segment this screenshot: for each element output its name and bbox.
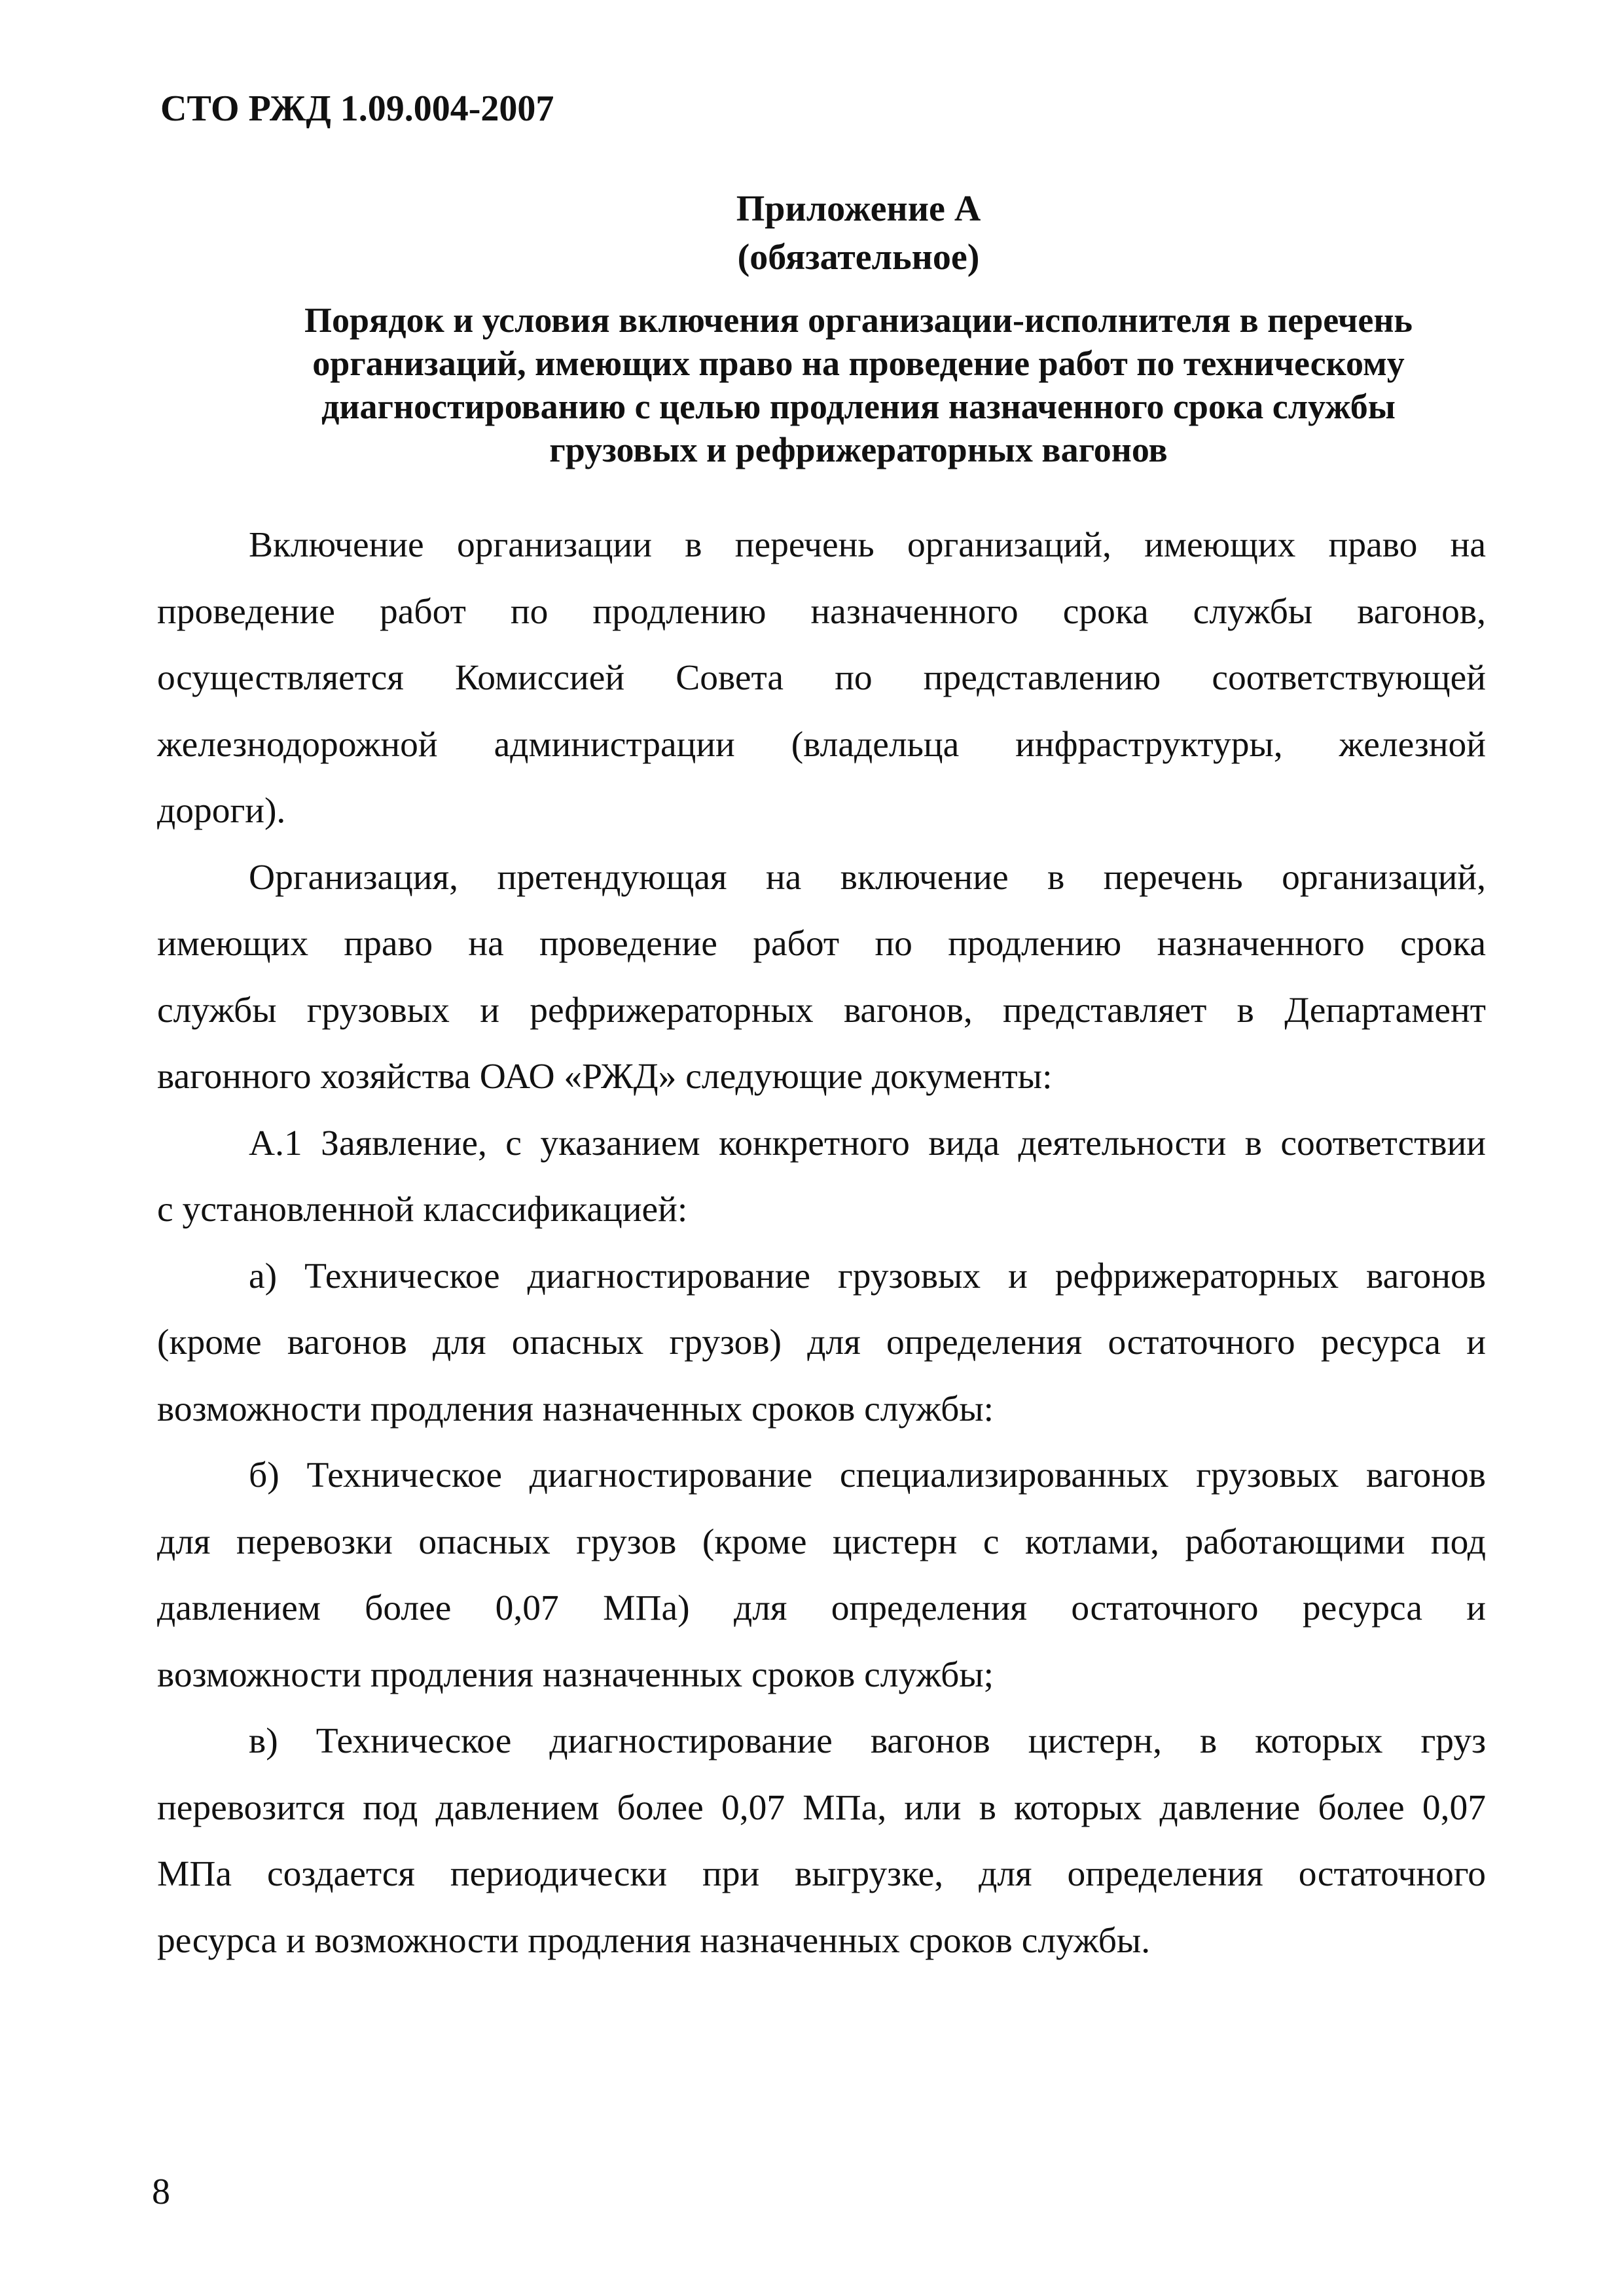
text-line: в) Техническое диагностирование вагонов цистерн, в которых груз xyxy=(249,1721,1486,1761)
text-line: А.1 Заявление, с указанием конкретного вида деятельности в соответствии xyxy=(249,1123,1486,1163)
paragraph-a1 xyxy=(157,1110,1486,1243)
body-text xyxy=(157,512,1486,1974)
text-line: имеющих право на проведение работ по продлению назначенного срока xyxy=(157,924,1486,964)
text-line: а) Техническое диагностирование грузовых и рефрижераторных вагонов xyxy=(249,1256,1486,1296)
text-line: возможности продления назначенных сроков службы; xyxy=(157,1654,994,1695)
text-line: железнодорожной администрации (владельца инфраструктуры, железной xyxy=(157,724,1486,765)
section-title-line: диагностированию с целью продления назначенного срока службы xyxy=(321,387,1396,426)
text-line: перевозится под давлением более 0,07 МПа, или в которых давление более 0,07 xyxy=(157,1787,1486,1828)
page-number: 8 xyxy=(152,2172,170,2212)
text-line: б) Техническое диагностирование специализированных грузовых вагонов xyxy=(249,1455,1486,1495)
paragraph-applicant xyxy=(157,845,1486,1110)
text-line: ресурса и возможности продления назначенных сроков службы. xyxy=(157,1920,1151,1961)
appendix-heading xyxy=(0,185,1624,282)
section-title xyxy=(0,299,1624,471)
text-line: осуществляется Комиссией Совета по представлению соответствующей xyxy=(157,658,1486,698)
text-line: проведение работ по продлению назначенного срока службы вагонов, xyxy=(157,591,1486,632)
section-title-line: Порядок и условия включения организации-исполнителя в перечень xyxy=(304,301,1413,340)
document-code-header: СТО РЖД 1.09.004-2007 xyxy=(160,88,554,129)
appendix-title: Приложение А xyxy=(736,189,981,229)
paragraph-inclusion xyxy=(157,512,1486,845)
text-line: (кроме вагонов для опасных грузов) для определения остаточного ресурса и xyxy=(157,1322,1486,1362)
text-line: вагонного хозяйства ОАО «РЖД» следующие документы: xyxy=(157,1057,1053,1097)
section-title-line: организаций, имеющих право на проведение работ по техническому xyxy=(312,344,1405,383)
text-line: с установленной классификацией: xyxy=(157,1190,688,1230)
section-title-line: грузовых и рефрижераторных вагонов xyxy=(549,430,1168,469)
text-line: дороги). xyxy=(157,791,286,831)
text-line: службы грузовых и рефрижераторных вагонов, представляет в Департамент xyxy=(157,990,1486,1030)
text-line: возможности продления назначенных сроков службы: xyxy=(157,1389,994,1429)
paragraph-item-v xyxy=(157,1708,1486,1974)
text-line: МПа создается периодически при выгрузке, для определения остаточного xyxy=(157,1854,1486,1894)
text-line: давлением более 0,07 МПа) для определения остаточного ресурса и xyxy=(157,1588,1486,1628)
text-line: для перевозки опасных грузов (кроме цистерн с котлами, работающими под xyxy=(157,1522,1486,1562)
paragraph-item-a xyxy=(157,1243,1486,1443)
appendix-status: (обязательное) xyxy=(737,237,980,278)
text-line: Организация, претендующая на включение в перечень организаций, xyxy=(249,857,1486,898)
paragraph-item-b xyxy=(157,1442,1486,1708)
text-line: Включение организации в перечень организаций, имеющих право на xyxy=(249,525,1486,565)
